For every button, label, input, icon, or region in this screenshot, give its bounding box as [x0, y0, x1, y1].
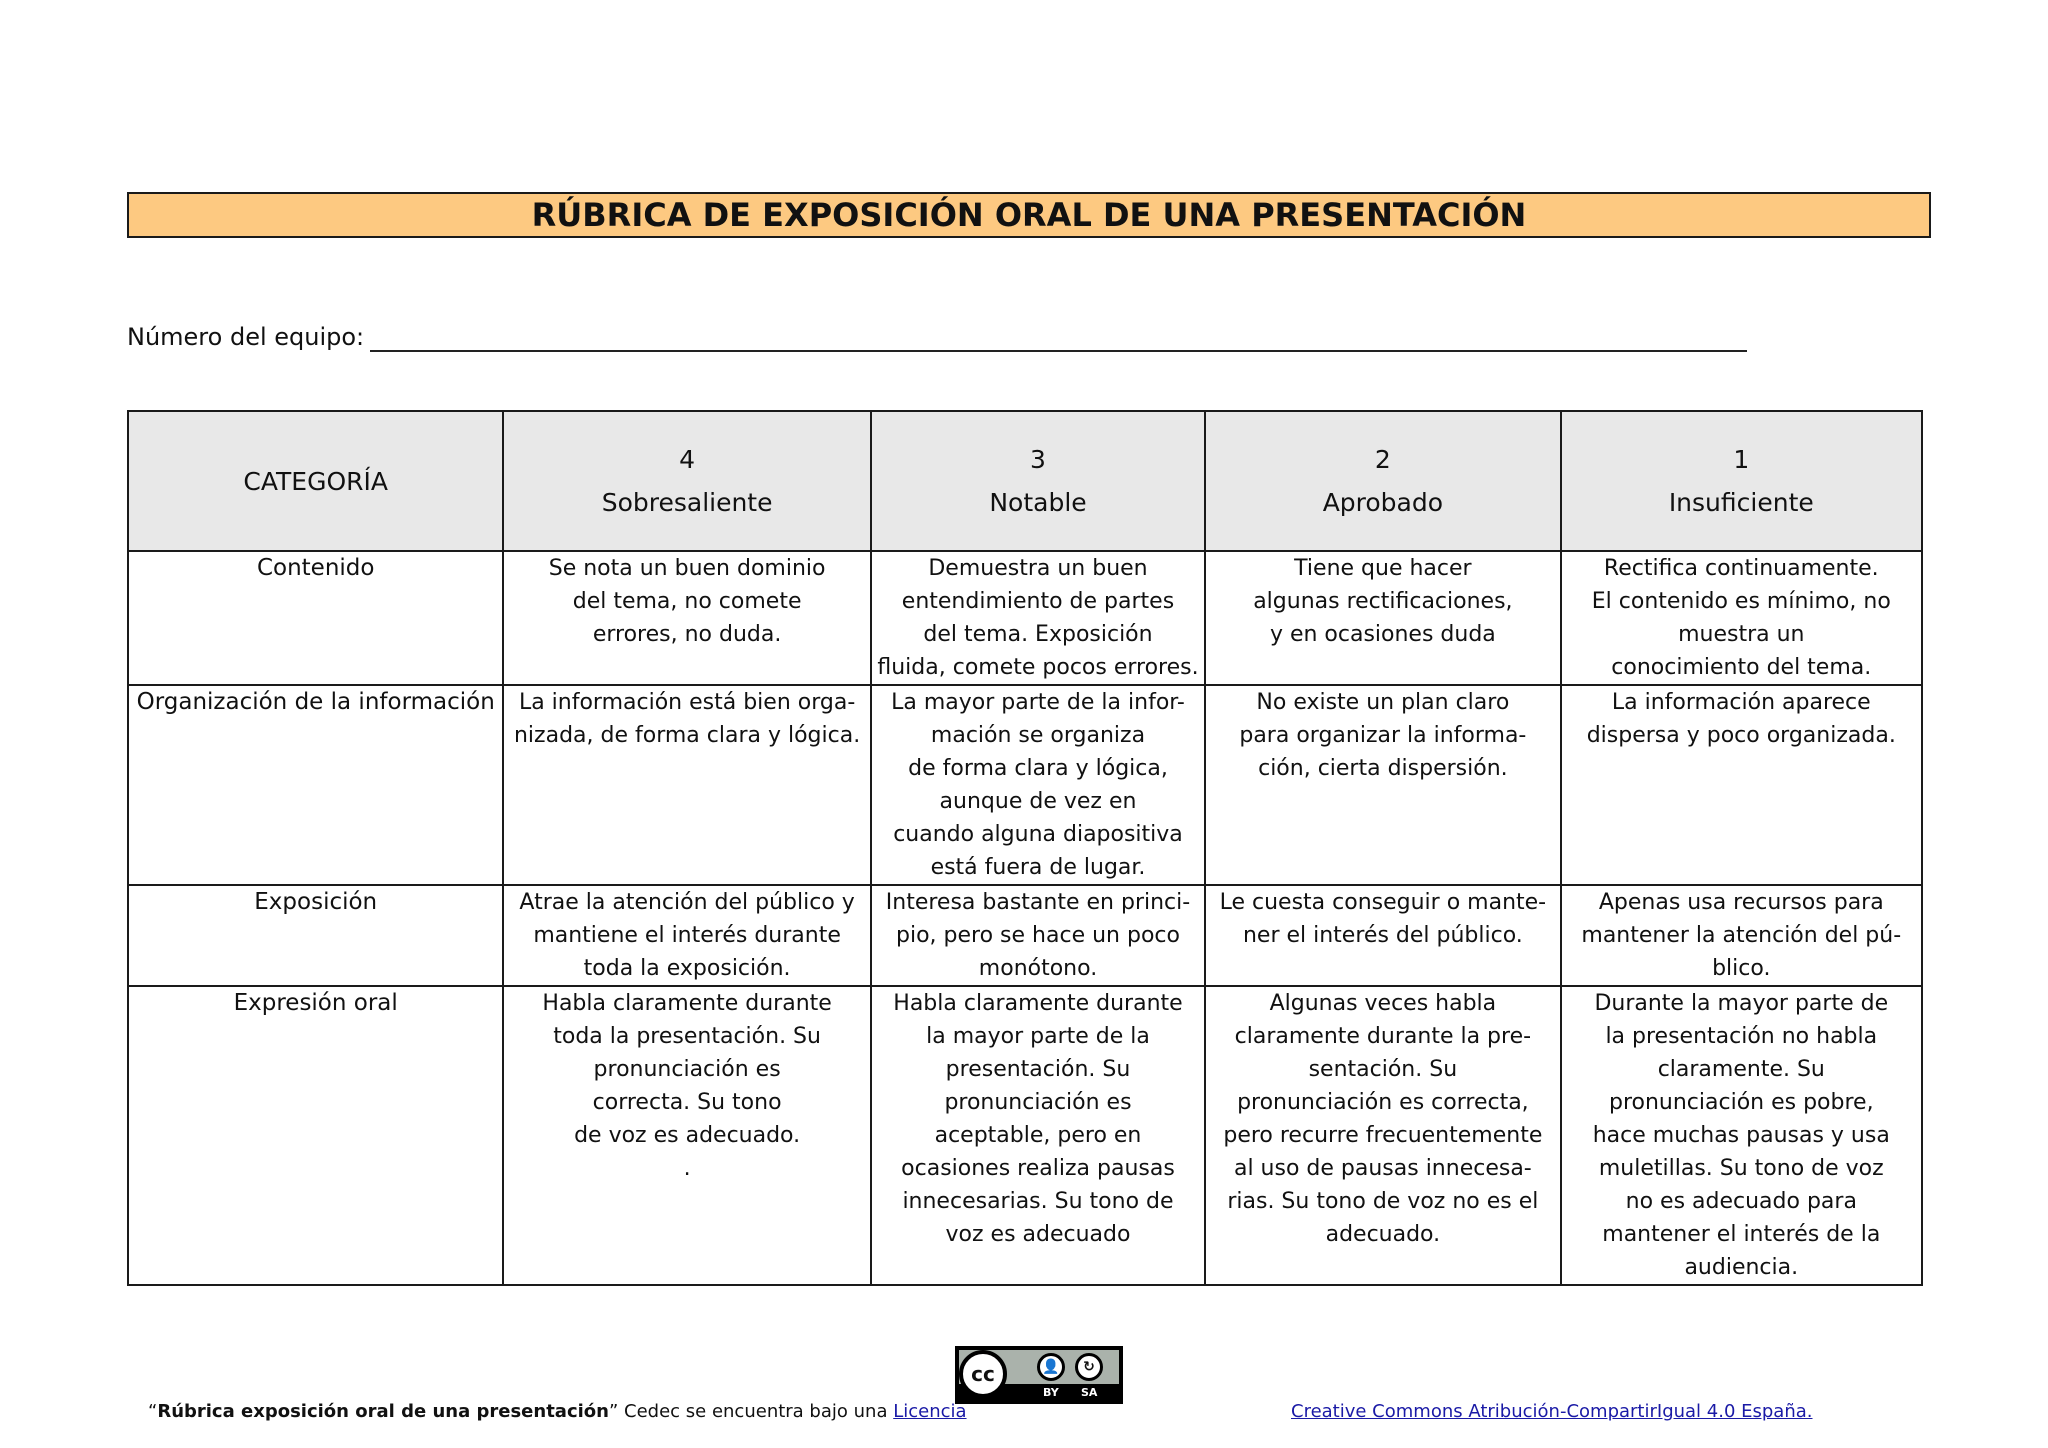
quote-open: “: [148, 1401, 158, 1422]
criterion-line: Apenas usa recursos para: [1598, 890, 1884, 915]
cc-by-sa-badge[interactable]: [955, 1346, 1123, 1404]
criterion-line: ner el interés del público.: [1242, 923, 1523, 948]
level-header-4: [503, 411, 870, 551]
level-number: 4: [679, 445, 696, 474]
criterion-line: pronunciación es: [944, 1090, 1132, 1115]
criterion-line: algunas rectificaciones,: [1253, 589, 1513, 614]
criterion-cell: [871, 885, 1205, 986]
license-name-link[interactable]: Creative Commons Atribución-CompartirIgual 4.0 España.: [1291, 1401, 1813, 1422]
rubric-table: [127, 410, 1923, 1286]
criterion-cell: [1205, 885, 1560, 986]
level-number: 2: [1374, 445, 1391, 474]
criterion-line: La información está bien orga-: [518, 690, 856, 715]
level-header-3: [871, 411, 1205, 551]
work-title: Rúbrica exposición oral de una presentación: [157, 1401, 609, 1422]
criterion-cell: [1205, 685, 1560, 885]
criterion-line: Le cuesta conseguir o mante-: [1219, 890, 1547, 915]
level-name: Sobresaliente: [601, 488, 773, 517]
criterion-line: audiencia.: [1684, 1255, 1799, 1280]
criterion-line: rias. Su tono de voz no es el: [1227, 1189, 1539, 1214]
license-sentence: Cedec se encuentra bajo una: [618, 1401, 894, 1422]
license-link[interactable]: Licencia: [893, 1401, 967, 1422]
criterion-line: adecuado.: [1325, 1222, 1441, 1247]
criterion-line: mantiene el interés durante: [533, 923, 841, 948]
criterion-line: Se nota un buen dominio: [548, 556, 826, 581]
criterion-line: Interesa bastante en princi-: [885, 890, 1191, 915]
criterion-line: sentación. Su: [1308, 1057, 1458, 1082]
page-title: RÚBRICA DE EXPOSICIÓN ORAL DE UNA PRESENTACIÓN: [531, 196, 1527, 234]
criterion-line: Habla claramente durante: [542, 991, 832, 1016]
criterion-line: mantener el interés de la: [1602, 1222, 1881, 1247]
criterion-line: Algunas veces habla: [1269, 991, 1497, 1016]
criterion-line: blico.: [1712, 956, 1771, 981]
criterion-line: para organizar la informa-: [1239, 723, 1527, 748]
criterion-line: claramente. Su: [1657, 1057, 1825, 1082]
criterion-cell: [1561, 986, 1922, 1285]
criterion-line: del tema, no comete: [572, 589, 802, 614]
criterion-line: voz es adecuado: [945, 1222, 1131, 1247]
team-number-label: Número del equipo:: [127, 323, 365, 351]
criterion-line: dispersa y poco organizada.: [1586, 723, 1896, 748]
category-header: CATEGORÍA: [128, 411, 503, 551]
criterion-line: no es adecuado para: [1625, 1189, 1857, 1214]
quote-close: ”: [608, 1401, 619, 1422]
level-header-1: [1561, 411, 1922, 551]
criterion-line: claramente durante la pre-: [1234, 1024, 1532, 1049]
criterion-line: de forma clara y lógica,: [908, 756, 1168, 781]
criterion-line: y en ocasiones duda: [1269, 622, 1496, 647]
table-row: [128, 986, 1922, 1285]
criterion-line: pio, pero se hace un poco: [896, 923, 1180, 948]
team-number-field[interactable]: [370, 326, 1751, 354]
criterion-cell: [1205, 986, 1560, 1285]
criterion-line: Demuestra un buen: [928, 556, 1148, 581]
criterion-line: la presentación no habla: [1605, 1024, 1878, 1049]
criterion-cell: [871, 986, 1205, 1285]
category-cell: Contenido: [128, 551, 503, 685]
criterion-line: aceptable, pero en: [934, 1123, 1142, 1148]
header-row: [128, 411, 1922, 551]
criterion-line: Atrae la atención del público y: [519, 890, 855, 915]
criterion-line: conocimiento del tema.: [1611, 655, 1872, 680]
criterion-line: fluida, comete pocos errores.: [877, 655, 1199, 680]
criterion-line: Durante la mayor parte de: [1594, 991, 1889, 1016]
criterion-line: monótono.: [978, 956, 1098, 981]
level-name: Insuficiente: [1668, 488, 1814, 517]
criterion-line: del tema. Exposición: [923, 622, 1153, 647]
sa-label: SA: [1081, 1386, 1098, 1399]
criterion-line: al uso de pausas innecesa-: [1233, 1156, 1532, 1181]
criterion-line: errores, no duda.: [592, 622, 782, 647]
attribution-icon: 👤: [1037, 1353, 1065, 1381]
criterion-line: está fuera de lugar.: [930, 855, 1146, 880]
criterion-line: cuando alguna diapositiva: [893, 822, 1183, 847]
criterion-line: El contenido es mínimo, no: [1591, 589, 1891, 614]
criterion-line: pronunciación es: [593, 1057, 781, 1082]
criterion-line: entendimiento de partes: [901, 589, 1175, 614]
level-number: 3: [1030, 445, 1046, 474]
level-header-2: [1205, 411, 1560, 551]
criterion-line: toda la exposición.: [583, 956, 791, 981]
team-number-blank: [370, 324, 1747, 352]
share-alike-icon: ↻: [1075, 1353, 1103, 1381]
title-banner: [127, 192, 1931, 238]
criterion-cell: [871, 685, 1205, 885]
criterion-line: pronunciación es correcta,: [1237, 1090, 1529, 1115]
criterion-cell: [1561, 685, 1922, 885]
attribution-text: [148, 1400, 967, 1424]
criterion-line: Tiene que hacer: [1294, 556, 1472, 581]
license-name: [1291, 1400, 1813, 1424]
criterion-cell: [871, 551, 1205, 685]
table-row: [128, 685, 1922, 885]
criterion-cell: [503, 885, 870, 986]
category-cell: Expresión oral: [128, 986, 503, 1285]
criterion-line: de voz es adecuado.: [574, 1123, 801, 1148]
criterion-line: muestra un: [1678, 622, 1805, 647]
level-name: Notable: [989, 488, 1087, 517]
criterion-cell: [1561, 551, 1922, 685]
level-number: 1: [1733, 445, 1750, 474]
criterion-cell: [503, 551, 870, 685]
by-label: BY: [1043, 1386, 1059, 1399]
criterion-line: la mayor parte de la: [926, 1024, 1150, 1049]
category-cell: Organización de la información: [128, 685, 503, 885]
criterion-line: hace muchas pausas y usa: [1592, 1123, 1890, 1148]
criterion-line: aunque de vez en: [939, 789, 1137, 814]
criterion-line: ción, cierta dispersión.: [1258, 756, 1508, 781]
criterion-line: Habla claramente durante: [893, 991, 1183, 1016]
table-row: [128, 885, 1922, 986]
criterion-line: innecesarias. Su tono de: [902, 1189, 1174, 1214]
criterion-line: mación se organiza: [930, 723, 1146, 748]
criterion-cell: [503, 685, 870, 885]
cc-icon: cc: [959, 1350, 1007, 1398]
category-cell: Exposición: [128, 885, 503, 986]
criterion-cell: [1205, 551, 1560, 685]
criterion-line: La información aparece: [1611, 690, 1871, 715]
criterion-line: .: [683, 1156, 691, 1181]
criterion-line: muletillas. Su tono de voz: [1598, 1156, 1884, 1181]
criterion-cell: [1561, 885, 1922, 986]
criterion-line: toda la presentación. Su: [553, 1024, 821, 1049]
criterion-line: La mayor parte de la infor-: [891, 690, 1185, 715]
criterion-line: Rectifica continuamente.: [1603, 556, 1879, 581]
criterion-line: pero recurre frecuentemente: [1223, 1123, 1543, 1148]
criterion-line: correcta. Su tono: [592, 1090, 782, 1115]
criterion-line: ocasiones realiza pausas: [901, 1156, 1175, 1181]
criterion-line: No existe un plan claro: [1256, 690, 1510, 715]
level-name: Aprobado: [1322, 488, 1444, 517]
criterion-cell: [503, 986, 870, 1285]
criterion-line: mantener la atención del pú-: [1581, 923, 1902, 948]
rubric-body: [128, 551, 1922, 1285]
team-number-line: [127, 322, 1747, 352]
table-row: [128, 551, 1922, 685]
criterion-line: presentación. Su: [945, 1057, 1131, 1082]
criterion-line: nizada, de forma clara y lógica.: [513, 723, 861, 748]
criterion-line: pronunciación es pobre,: [1608, 1090, 1874, 1115]
